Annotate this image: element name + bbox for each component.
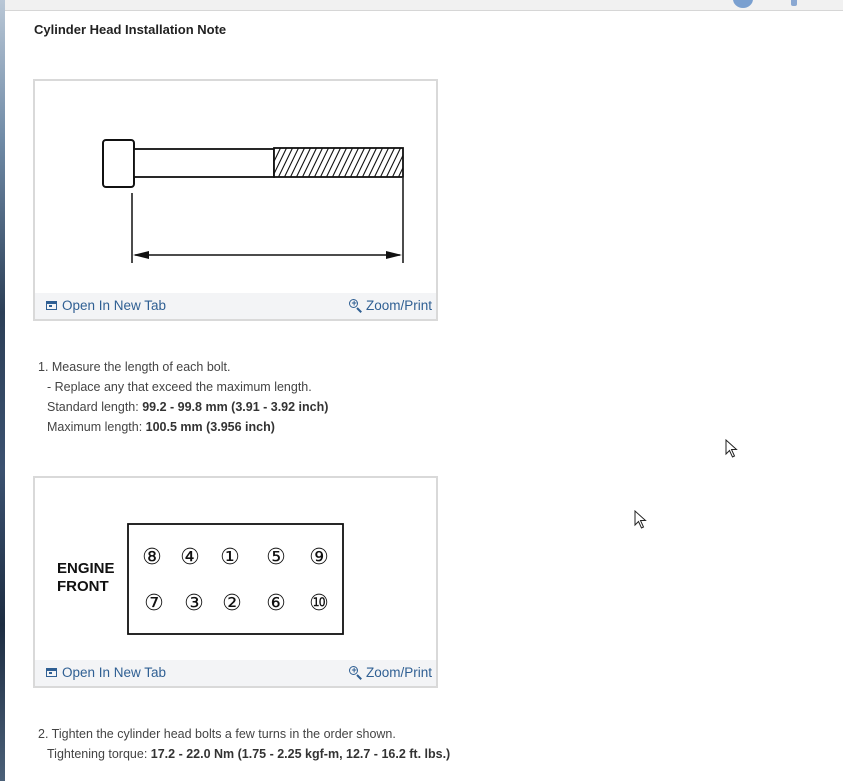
bolt-number: ⑦	[144, 591, 164, 616]
cylinder-head-outline	[128, 524, 343, 634]
open-in-new-tab-icon	[46, 668, 57, 677]
bolt-number: ⑥	[266, 591, 286, 616]
maximum-length-line: Maximum length: 100.5 mm (3.956 inch)	[47, 420, 275, 434]
zoom-icon: +	[349, 666, 363, 680]
engine-label: ENGINE	[57, 560, 115, 577]
bolt-diagram	[35, 81, 436, 293]
bolt-number: ⑧	[142, 545, 162, 570]
mouse-cursor-icon	[634, 510, 648, 530]
front-label: FRONT	[57, 578, 109, 595]
step-1-instructions	[38, 357, 328, 437]
figure-toolbar	[35, 660, 436, 686]
bolt-shank	[134, 149, 274, 177]
window-edge	[0, 0, 5, 781]
zoom-icon: +	[349, 299, 363, 313]
bolt-length-figure	[33, 79, 438, 321]
bolt-head	[103, 140, 134, 187]
step-2-instructions	[38, 724, 450, 764]
toolbar-button-icon[interactable]	[733, 0, 753, 8]
step-1-line: 1. Measure the length of each bolt.	[38, 360, 231, 374]
open-in-new-tab-link[interactable]: Open In New Tab	[46, 298, 166, 313]
zoom-print-link[interactable]: + Zoom/Print	[349, 298, 432, 313]
open-in-new-tab-icon	[46, 301, 57, 310]
page-title: Cylinder Head Installation Note	[34, 22, 227, 37]
bolt-number: ⑤	[266, 545, 286, 570]
bolt-number: ③	[184, 591, 204, 616]
mouse-cursor-icon	[725, 439, 739, 459]
cylinder-head-diagram	[35, 478, 436, 660]
step-2-line: 2. Tighten the cylinder head bolts a few turns in the order shown.	[38, 727, 396, 741]
zoom-print-link[interactable]: + Zoom/Print	[349, 665, 432, 680]
open-in-new-tab-link[interactable]: Open In New Tab	[46, 665, 166, 680]
figure-toolbar	[35, 293, 436, 319]
standard-length-line: Standard length: 99.2 - 99.8 mm (3.91 - 3.92 inch)	[47, 400, 329, 414]
bolt-number: ①	[220, 545, 240, 570]
bolt-number: ⑩	[309, 591, 329, 616]
bolt-number: ④	[180, 545, 200, 570]
tightening-torque-line: Tightening torque: 17.2 - 22.0 Nm (1.75 - 2.25 kgf-m, 12.7 - 16.2 ft. lbs.)	[47, 747, 451, 761]
step-1-note: - Replace any that exceed the maximum length.	[47, 380, 312, 394]
bolt-number: ⑨	[309, 545, 329, 570]
toolbar-menu-icon[interactable]	[791, 0, 797, 6]
tightening-order-figure	[33, 476, 438, 688]
top-toolbar	[5, 0, 843, 11]
bolt-number: ②	[222, 591, 242, 616]
